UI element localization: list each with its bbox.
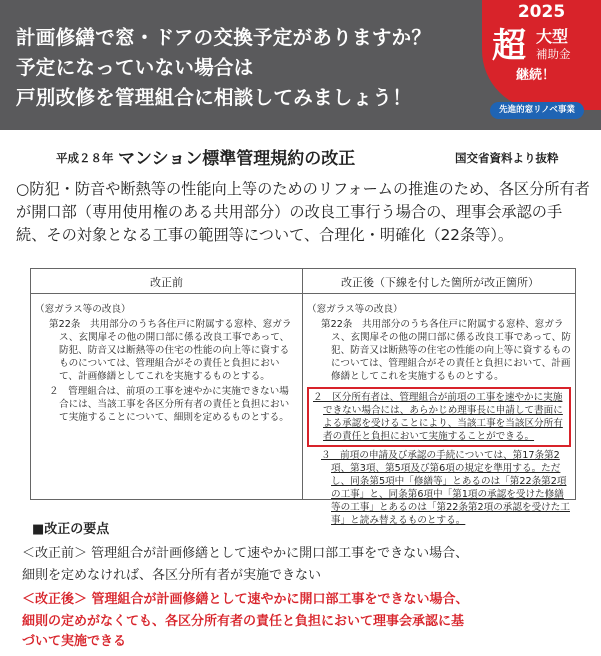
points-heading: ■改正の要点 xyxy=(32,522,110,537)
article-22-2-before: ２ 管理組合は、前項の工事を速やかに実施できない場合には、当該工事を各区分所有者の責任と負担において実施することについて、細則を定めるものとする。 xyxy=(49,386,290,423)
point-before-line-1: ＜改正前＞ 管理組合が計画修繕として速やかに開口部工事をできない場合、 xyxy=(22,546,469,561)
article-22-3-after: ３ 前項の申請及び承認の手続については、第17条第2項、第3項、第5項及び第6項の規定を準用する。ただし、同条第5項中「修繕等」とあるのは「第22条第2項の工事」と、同条第6項中「第1項の承認を受けた修繕等の工事」とあるのは「第22条第2項の承認を受けた工事」と読み替えるものとする。 xyxy=(321,450,570,526)
article-22-before: 第22条 共用部分のうち各住戸に附属する窓枠、窓ガラス、玄関扉その他の開口部に係る改良工事であって、防犯、防音又は断熱等の住宅の性能の向上等に資するものについては、管理組合がその責任と負担において、計画修繕としてこれを実施するものとする。 xyxy=(49,319,292,382)
comparison-table xyxy=(30,268,576,526)
subsidy-badge xyxy=(482,0,601,110)
point-after-line-2: 細則の定めがなくても、各区分所有者の責任と負担において理事会承認に基 xyxy=(22,614,465,629)
caption-before: （窓ガラス等の改良） xyxy=(35,304,131,315)
badge-keizoku: 継続！ xyxy=(516,68,556,83)
point-after-line-3: づいて実施できる xyxy=(22,634,127,649)
intro-paragraph: ○防犯・防音や断熱等の性能向上等のためのリフォームの推進のため、各区分所有者が開口部（専用使用権のある共用部分）の改良工事行う場合の、理事会承認の手続、その対象となる工事の範囲等について、合理化・明確化（22条等）。 xyxy=(16,180,590,244)
program-pill: 先進的窓リノベ事業 xyxy=(490,102,584,119)
cell-before xyxy=(35,303,297,426)
article-22-after: 第22条 共用部分のうち各住戸に附属する窓枠、窓ガラス、玄関扉その他の開口部に係る改良工事であって、防犯、防音又は断熱等の住宅の性能の向上等に資するものについては、管理組合がその責任と負担において、計画修繕としてこれを実施するものとする。 xyxy=(321,319,571,382)
caption-after: （窓ガラス等の改良） xyxy=(307,304,403,315)
article-22-2-after: ２ 区分所有者は、管理組合が前項の工事を速やかに実施できない場合には、あらかじめ理事長に申請して書面による承認を受けることにより、当該工事を当該区分所有者の責任と負担において実施することができる。 xyxy=(307,387,571,447)
subtitle-era: 平成２８年 xyxy=(56,151,114,165)
source-note: 国交省資料より抜粋 xyxy=(455,151,559,165)
table-head-before: 改正前 xyxy=(150,276,183,289)
point-after-line-1: ＜改正後＞ 管理組合が計画修繕として速やかに開口部工事をできない場合、 xyxy=(22,592,469,607)
table-head-after: 改正後（下線を付した箇所が改正箇所） xyxy=(341,276,539,289)
header-line-1: 計画修繕で窓・ドアの交換予定がありますか？ xyxy=(16,26,432,49)
badge-cho: 超 xyxy=(492,26,526,66)
header-line-3: 戸別改修を管理組合に相談してみましょう！ xyxy=(16,86,413,109)
badge-ogata: 大型 xyxy=(536,27,569,46)
badge-hojo: 補助金 xyxy=(536,47,571,61)
column-divider xyxy=(302,269,303,499)
header-line-2: 予定になっていない場合は xyxy=(16,56,254,79)
point-before-line-2: 細則を定めなければ、各区分所有者が実施できない xyxy=(22,568,322,583)
cell-after xyxy=(307,303,571,529)
header-divider xyxy=(31,293,575,294)
badge-year: 2025 xyxy=(517,2,566,22)
page-title: マンション標準管理規約の改正 xyxy=(118,149,356,169)
